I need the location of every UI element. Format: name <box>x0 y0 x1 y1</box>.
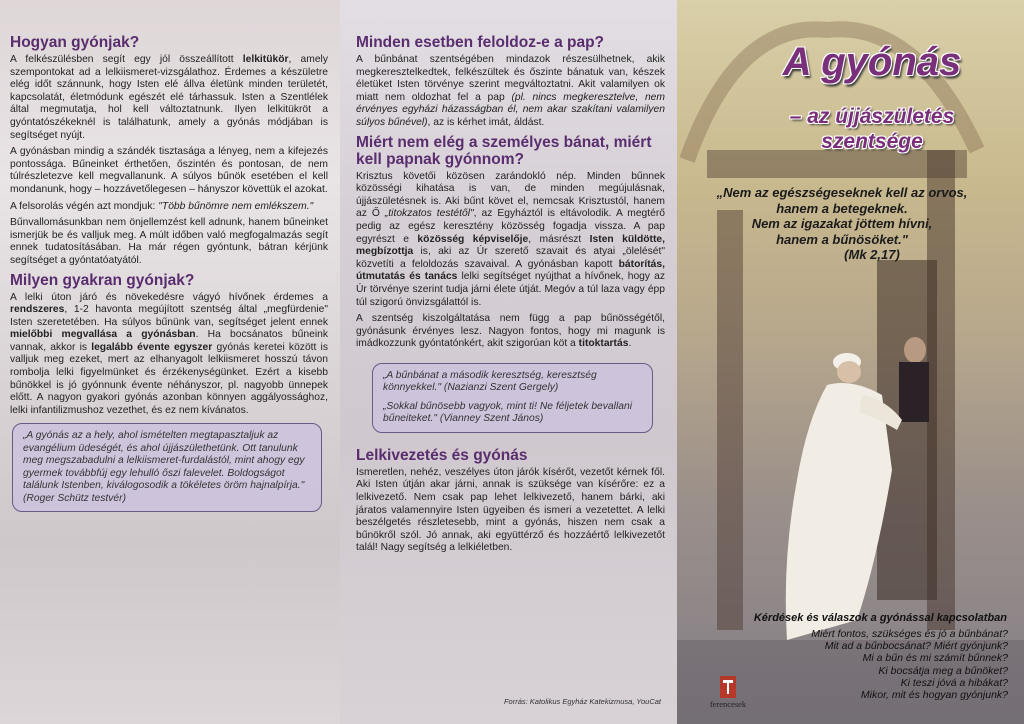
cover-panel <box>677 0 1024 724</box>
franciscan-logo <box>703 676 753 709</box>
bold-text: legalább évente egyszer <box>91 341 213 353</box>
paragraph: Bűnvallomásunkban nem önjellemzést kell adnunk, hanem bűneinket ismerjük be és valljuk meg. A múlt időben való megfogalmazás segít ennek tudatosításában. Ha már régen gyóntunk, bátran kérjünk segítséget a gyóntatóatyától. <box>10 217 328 266</box>
bold-text: rendszeres <box>10 304 65 316</box>
quote-gregory: „A bűnbánat a második keresztség, keresztség könnyekkel." (Nazianzi Szent Gergely) <box>383 369 597 394</box>
quote-box-roger-schutz: „A gyónás az a hely, ahol ismételten megtapasztaljuk az evangélium üdeségét, és ahol újjászülethetünk. Ott tanulunk meg megszabadulni a lelkiismeret-furdalástól, mint ahogy egy gyermek továbbfúj egy lehulló őszi falevelet. Boldogságot találunk Istenben, kiválogosodik a tökéletes öröm hajnalpírja." (Roger Schütz testvér) <box>12 423 322 512</box>
paragraph: Ismeretlen, nehéz, veszélyes úton járók kísérőt, vezetőt kérnek fől. Aki Isten útján akar járni, annak is szüksége van kísérőre: ez a lelkivezető. Nem csak pap lehet lelkivezető, hanem bárki, aki járatos valamennyire Isten ügyeiben és ismeri a vezetettet. A lelki beszélgetés részletesebb, mint a gyónás, hiszen nem csak a bűnökről szól. Jó annak, aki együttérző és hozzáértő lelkivezetőt talál! Nagy segítség a lelkiéletben. <box>356 466 665 554</box>
paragraph: A gyónásban mindig a szándék tisztasága a lényeg, nem a kifejezés pontossága. Bűneinket érthetően, őszintén és pontosan, de nem túlrészletezve kell megvallanunk. A súlyos bűnök esetében el kell mondanunk, hogy – hozzávetőlegesen – hányszor követtük el azokat. <box>10 146 328 195</box>
italic-text: "Több bűnömre nem emlékszem." <box>158 200 314 212</box>
cover-quote <box>687 185 997 263</box>
text: Krisztus követői közösen zarándokló nép. Minden bűnnek közösségi kihatása is van, de minden megújulásnak, újjászületésnek is. Aki bűnt követ el, nemcsak Krisztustól, hanem az Ő <box>356 170 665 220</box>
text: A felkészülésben segít egy jól összeállított <box>10 54 243 65</box>
text: , másrészt <box>528 233 590 245</box>
source-note: Forrás: Katolikus Egyház Katekizmusa, YouCat <box>503 697 661 706</box>
text: A felsorolás végén azt mondjuk: <box>10 200 159 212</box>
priest-body <box>899 362 929 422</box>
left-panel <box>0 0 340 724</box>
paragraph <box>10 54 328 142</box>
qa-list <box>708 628 1008 701</box>
logo-text: ferencesek <box>709 699 747 709</box>
bold-text: mielőbbi megvallása a gyónásban <box>10 329 196 341</box>
quote-box-saints <box>372 363 653 433</box>
cover-subtitle <box>737 104 1007 154</box>
qa-item: Mikor, mit és hogyan gyónjunk? <box>860 689 1008 702</box>
priest-head <box>904 337 926 363</box>
confessional-pillar <box>717 210 743 630</box>
paragraph <box>10 201 328 214</box>
paragraph <box>356 54 665 130</box>
italic-text: „titokzatos testétől" <box>384 208 474 220</box>
confessional-top <box>707 150 967 178</box>
text: . Ha bocsánatos bűneink vannak, akkor is <box>10 329 328 353</box>
heading-why-priest: Miért nem elég a személyes bánat, miért kell papnak gyónnom? <box>356 133 652 168</box>
heading-how-to-confess: Hogyan gyónjak? <box>10 34 140 51</box>
text: A bűnbánat szentségében mindazok részesülhetnek, akik megkeresztelkedtek, felkészültek és őszinte bánatuk van, készek életüket Isten törvénye szerint megváltoztatni. Akit valamilyen ok miatt nem oldozhat fel a pap <box>356 54 665 103</box>
text: , az Egyháztól is eltávolodik. A megtérő pedig az egész keresztény közösség fogadja vissza. A pap egyrészt e <box>356 208 666 245</box>
italic-text: (pl. nincs megkeresztelve, nem érvényes egyházi házasságban él, nem akar szakítani valamilyen súlyos bűnével) <box>356 91 665 128</box>
text: , 1-2 havonta megújított szentség által „megfürdenie" Isten szeretetében. Ha súlyos bűnünk van, segítséget jelent ennek <box>10 304 328 328</box>
quote-line: hanem a bűnösöket." <box>776 231 908 247</box>
bold-text: közösség képviselője <box>417 233 529 245</box>
quote-reference: (Mk 2,17) <box>844 247 900 262</box>
text: gyónás keretei között is valljuk meg ezeket, mert az elhanyagolt lelkiismeret hosszú távon rombolja lelki figyelmünket és érzékenységünket. Ezért a kisebb bűnökkel is jó gyónnunk évente néhányszor, pl. nagyobb ünnepek előtt. A nagyon gyakori gyónás azonban könnyen aggályossághoz, lelki infantilizmushoz vezethet, és ez nem kívánatos. <box>10 341 328 416</box>
cover-title: A gyónás <box>782 40 962 84</box>
paragraph <box>356 313 665 351</box>
tau-cross-icon <box>720 676 736 698</box>
middle-panel <box>340 0 677 724</box>
text: A szentség kiszolgáltatása nem függ a pap bűnösségétől, gyónásunk érvényes lesz. Nagyon fontos, hogy mi magunk is imádkozzunk gyóntatónkért, akit szigorúan köt a <box>356 313 665 350</box>
qa-item: Ki teszi jóvá a hibákat? <box>900 676 1008 689</box>
heading-spiritual-direction: Lelkivezetés és gyónás <box>356 446 528 464</box>
bold-text: titoktartás <box>578 338 629 350</box>
heading-how-often: Milyen gyakran gyónjak? <box>10 271 195 289</box>
bold-text: Isten küldötte, megbízottja <box>356 233 665 258</box>
text: lelki segítséget nyújthat a hívőnek, hogy az Úr törvénye szerint tudja járni élete útját. Megóv a túl laza vagy épp túl szigorú önvizsgálattól is. <box>356 271 665 308</box>
subtitle-line: – az újjászületés <box>789 105 955 128</box>
text: , amely szempontokat ad a lelkiismeret-vizsgálathoz. Érdemes a készületre elég időt szánnunk, hogy Isten elé állva életünk minden területét, kapcsolatát, életmódunk egészét elé tárhassuk. Isten a Szentlélek által megmutatja, hol kell változtatnunk. Ilyen lelkitükröt a gyóntatószékeknél is találhatunk, amely a gyónás módjában is segítséget nyújt. <box>10 54 328 141</box>
text: . <box>628 338 632 350</box>
quote-line: „Nem az egészségeseknek kell az orvos, <box>716 185 968 200</box>
bold-text: lelkitükör <box>242 54 289 65</box>
quote-line: hanem a betegeknek. <box>776 200 908 216</box>
text: is, aki az Úr szerető szavait és atyai „ölelését" közvetíti a feloldozás szavaival. A gyónásban kapott <box>356 246 665 270</box>
text: , az is kérhet imát, áldást. <box>427 116 545 128</box>
paragraph <box>356 171 665 310</box>
qa-item: Mit ad a bűnbocsánat? Miért gyónjunk? <box>824 640 1008 653</box>
subtitle-line: szentsége <box>821 130 923 153</box>
quote-line: Nem az igazakat jöttem hívni, <box>751 216 933 231</box>
qa-item: Ki bocsátja meg a bűnöket? <box>878 664 1008 677</box>
qa-item: Mi a bűn és mi számít bűnnek? <box>862 652 1008 665</box>
qa-item: Miért fontos, szükséges és jó a bűnbánat? <box>811 628 1008 640</box>
heading-absolution: Minden esetben feloldoz-e a pap? <box>356 34 605 51</box>
bold-text: bátorítás, útmutatás és tanács <box>356 258 665 283</box>
paragraph <box>10 292 328 418</box>
quote-vianney: „Sokkal bűnösebb vagyok, mint ti! Ne féljetek bevallani bűneiteket." (Vianney Szent János) <box>383 400 632 425</box>
pope-head <box>837 361 861 383</box>
qa-heading: Kérdések és válaszok a gyónással kapcsolatban <box>753 612 1007 624</box>
text: A lelki úton járó és növekedésre vágyó hívőnek érdemes a <box>10 291 328 303</box>
